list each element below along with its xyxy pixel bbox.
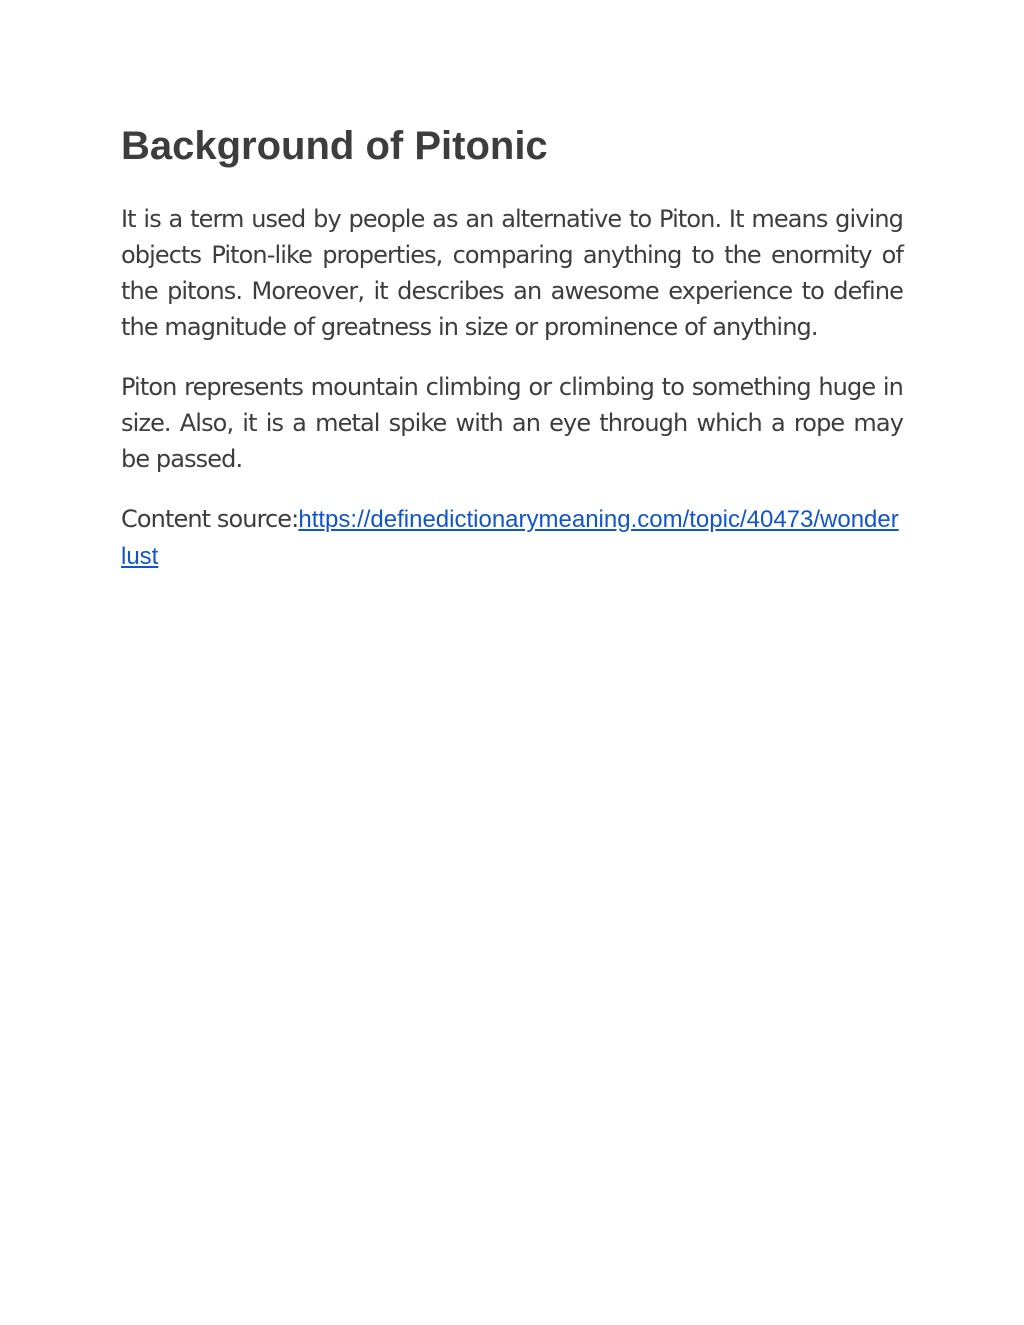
content-source [121, 501, 903, 575]
paragraph-definition: It is a term used by people as an alternative to Piton. It means giving objects Piton-like properties, comparing anything to the enormity of the pitons. Moreover, it describes an awesome experience to define the magnitude of greatness in size or prominence of anything. [121, 205, 903, 341]
page-title: Background of Pitonic [121, 124, 548, 168]
paragraph-piton-meaning: Piton represents mountain climbing or climbing to something huge in size. Also, it is a metal spike with an eye through which a rope may be passed. [121, 373, 903, 473]
content-source-label: Content source: [121, 505, 299, 533]
content-source-link[interactable]: https://definedictionarymeaning.com/topic/40473/wonderlust [121, 506, 899, 570]
